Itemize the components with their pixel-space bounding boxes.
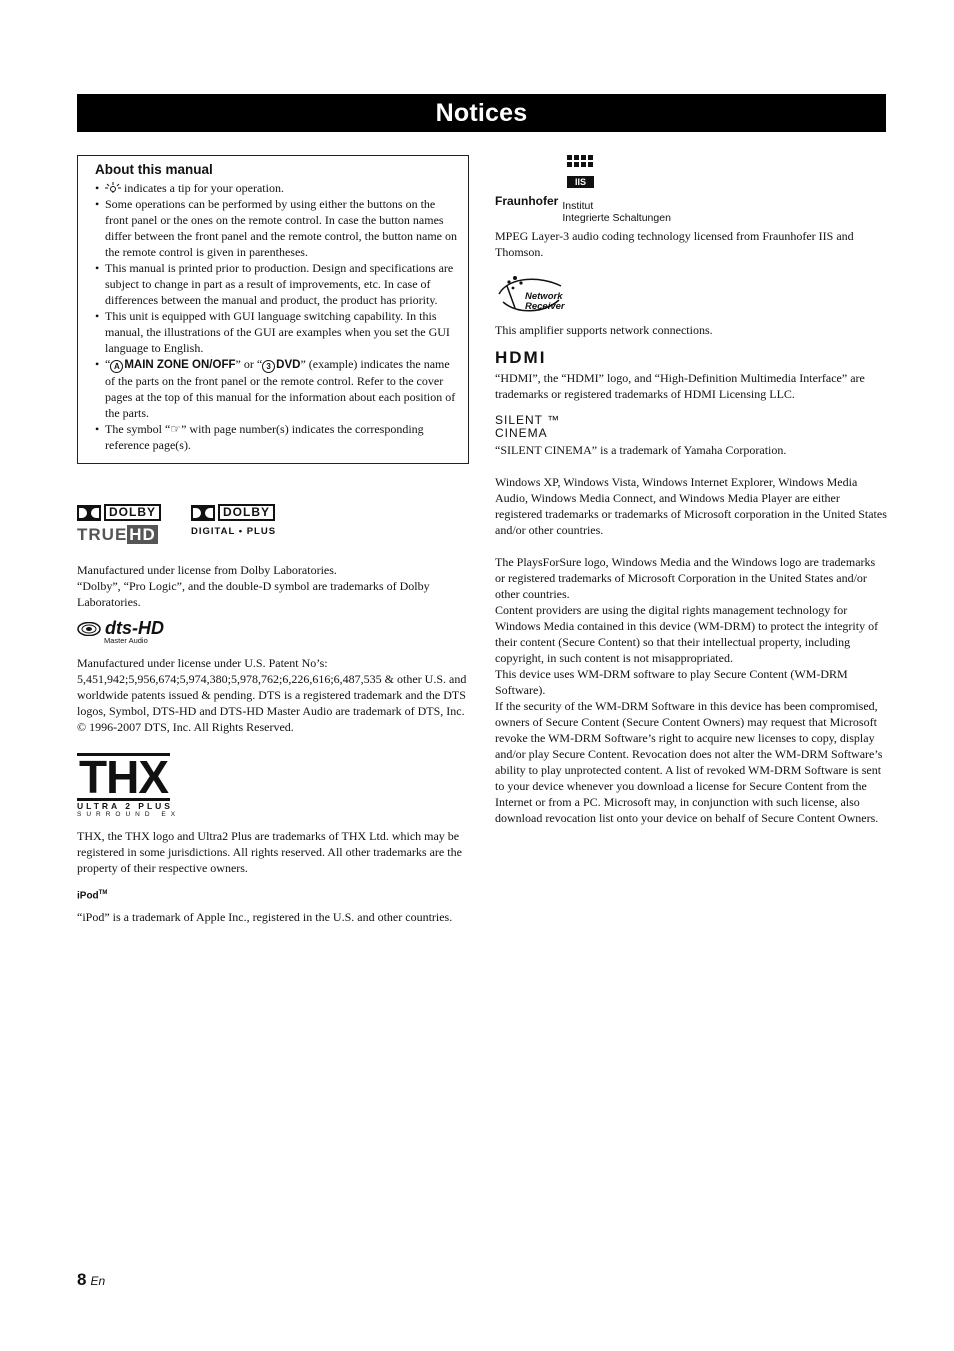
left-column xyxy=(77,155,469,925)
key-main-zone: MAIN ZONE ON/OFF xyxy=(124,359,236,371)
dolby-truehd-logo: DOLBY TRUE HD xyxy=(77,504,161,545)
playsforsure-text: The PlaysForSure logo, Windows Media and the Windows logo are trademarks or registered trademarks of Microsoft Corporation in the United States and/or other countries. xyxy=(495,555,876,601)
iis-badge: IIS xyxy=(567,176,594,188)
key-dvd: DVD xyxy=(276,359,301,371)
thx-logo: THX ULTRA 2 PLUS SURROUND EX xyxy=(77,750,181,818)
ipod-heading: iPod™ xyxy=(77,889,108,901)
dts-license-text: Manufactured under license under U.S. Patent No’s: 5,451,942;5,956,674;5,974,380;5,978,762;6,226,616;6,487,535 & other U.S. and worldwide patents issued & pending. DTS is a registered trademark and the DTS logos, Symbol, DTS-HD and DTS-HD Master Audio are trademark of DTS, Inc. © 1996-2007 DTS, Inc. All Rights Reserved. xyxy=(77,655,467,734)
wmdrm-text-1: Content providers are using the digital rights management technology for Windows Media contained in this device (WM-DRM) to protect the integrity of their content (Secure Content) so that their intellectual property, including copyright, in such content is not misappropriated. xyxy=(495,603,879,665)
wmdrm-text-3: If the security of the WM-DRM Software in this device has been compromised, owners of Secure Content (Secure Content Owners) may request that Microsoft revoke the WM-DRM Software’s right to acquire new licenses to copy, display and/or play Secure Content. Revocation does not alter the WM-DRM Software’s ability to play unprotected content. A list of revoked WM-DRM Software is sent to your device whenever you download a license for Secure Content from the Internet or from a PC. Microsoft may, in conjunction with such license, also download revocation list onto your device on behalf of Secure Content Owners. xyxy=(495,699,883,825)
page-title: Notices xyxy=(77,94,886,132)
list-item: • The symbol “☞” with page number(s) indicates the corresponding reference page(s). xyxy=(95,421,458,453)
fraunhofer-logo: IIS Fraunhofer Institut Integrierte Schaltungen xyxy=(495,155,887,224)
network-receiver-logo: Network Receiver xyxy=(495,272,887,316)
right-column xyxy=(495,155,887,826)
tip-text: indicates a tip for your operation. xyxy=(121,181,284,195)
silent-cinema-text: “SILENT CINEMA” is a trademark of Yamaha Corporation. xyxy=(495,443,787,457)
network-text: This amplifier supports network connections. xyxy=(495,323,713,337)
dolby-logos xyxy=(77,504,469,545)
hdmi-logo: HDMI xyxy=(495,348,547,367)
key-number-badge: A xyxy=(110,360,123,373)
thx-trademark-text: THX, the THX logo and Ultra2 Plus are trademarks of THX Ltd. which may be registered in some jurisdictions. All rights reserved. All other trademarks are the property of their respective owners. xyxy=(77,828,462,875)
dolby-license-text: Manufactured under license from Dolby Laboratories. xyxy=(77,562,337,577)
fraunhofer-grid-icon xyxy=(567,155,594,171)
dolby-trademark-text: “Dolby”, “Pro Logic”, and the double-D symbol are trademarks of Dolby Laboratories. xyxy=(77,578,430,609)
list-item: • Some operations can be performed by using either the buttons on the front panel or the ones on the remote control. In case the button names differ between the front panel and the remote control, the button name on the remote control is given in parentheses. xyxy=(95,196,458,260)
list-item: • This unit is equipped with GUI language switching capability. In this manual, the illustrations of the GUI are examples when you set the GUI language to English. xyxy=(95,308,458,356)
wmdrm-text-2: This device uses WM-DRM software to play Secure Content (WM-DRM Software). xyxy=(495,667,848,697)
double-d-icon xyxy=(77,505,101,521)
dts-hd-logo: dts-HD Master Audio xyxy=(77,620,469,645)
dts-disc-icon xyxy=(77,622,101,636)
windows-trademark-text: Windows XP, Windows Vista, Windows Internet Explorer, Windows Media Audio, Windows Media Connect, and Windows Media Player are either registered trademarks or trademarks of Microsoft corporation in the United States and/or other countries. xyxy=(495,475,887,537)
key-number-badge: 3 xyxy=(262,360,275,373)
about-manual-box xyxy=(77,155,469,464)
dolby-digital-plus-logo: DOLBY DIGITAL • PLUS xyxy=(191,505,277,537)
silent-cinema-logo: SILENT ™ CINEMA xyxy=(495,413,561,440)
hdmi-text: “HDMI”, the “HDMI” logo, and “High-Definition Multimedia Interface” are trademarks or registered trademarks of HDMI Licensing LLC. xyxy=(495,371,865,401)
list-item: • “ A MAIN ZONE ON/OFF” or “ 3 DVD” (example) indicates the name of the parts on the front panel or the remote control. Refer to the cover pages at the top of this manual for the information about each position of the parts. xyxy=(95,356,458,421)
list-item: • This manual is printed prior to production. Design and specifications are subject to change in part as a result of improvements, etc. In case of differences between the manual and product, the product has priority. xyxy=(95,260,458,308)
list-item xyxy=(95,180,458,196)
tip-icon xyxy=(105,182,121,193)
about-manual-list xyxy=(95,180,458,453)
ipod-trademark-text: “iPod” is a trademark of Apple Inc., registered in the U.S. and other countries. xyxy=(77,909,453,924)
fraunhofer-text: MPEG Layer-3 audio coding technology licensed from Fraunhofer IIS and Thomson. xyxy=(495,229,854,259)
double-d-icon xyxy=(191,505,215,521)
page-number: 8 En xyxy=(77,1270,106,1289)
about-manual-heading: About this manual xyxy=(95,162,213,177)
